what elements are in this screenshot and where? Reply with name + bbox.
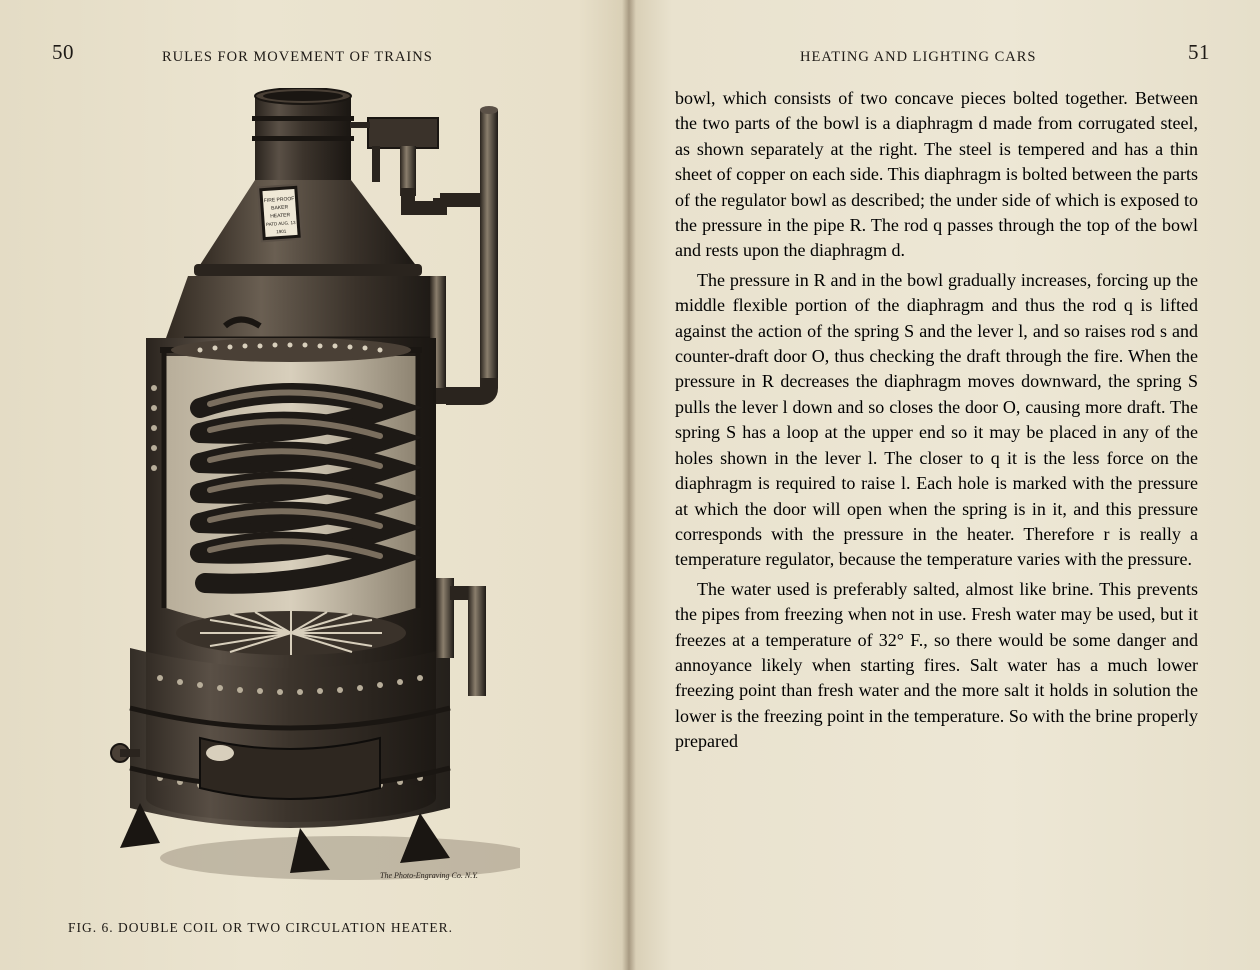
conical-hood [198,180,418,268]
running-head-left: RULES FOR MOVEMENT OF TRAINS [162,49,433,65]
outer-casing [130,648,450,828]
page-number-left: 50 [52,40,74,64]
paragraph-1: bowl, which consists of two concave pieces bolted together. Between the two parts of the bowl is a diaphragm d made from corrugated steel, as shown separately at the right. The steel is tempered and has a thin sheet of copper on each side. This diaphragm is bolted between the parts of the regulator bowl as described; the under side of which is exposed to the pressure in the pipe R. The rod q passes through the top of the bowl and rests upon the diaphragm d. [675,88,1198,261]
engraver-signature: The Photo-Engraving Co. N.Y. [380,871,478,880]
regulator-assembly [350,118,440,208]
plate-line-1: FIRE PROOF [263,195,295,205]
fire-grate [176,611,406,655]
figure-caption: FIG. 6. DOUBLE COIL OR TWO CIRCULATION HEATER. [68,920,453,935]
plate-line-4: PATD AUG. 13 [265,219,296,228]
heating-coils [200,392,390,583]
paragraph-3: The water used is preferably salted, almost like brine. This prevents the pipes from freezing when not in use. Fresh water may be used, but it freezes at a temperature of 32° F., so there would be some danger and annoyance likely when starting fires. Salt water has a much lower freezing point than fresh water and the more salt it holds in solution the lower is the freezing point in the temperature. So with the brine properly prepared [675,578,1198,752]
running-head-right: HEATING AND LIGHTING CARS [800,49,1037,65]
heater-illustration [100,88,520,896]
left-page [0,0,628,970]
riser-pipe [480,110,498,380]
name-plate [258,185,302,242]
body-text [675,86,1198,759]
paragraph-2: The pressure in R and in the bowl gradually increases, forcing up the middle flexible portion of the diaphragm and thus the rod q is lifted against the action of the spring S and the lever l, and so raises rod s and counter-draft door O, thus checking the draft through the fire. When the pressure in R decreases the diaphragm moves downward, the spring S pulls the lever l down and so closes the door O, causing more draft. The spring S has a loop at the upper end so it may be placed in any of the holes shown in the lever l. The closer to q it is the less force on the diaphragm is required to raise l. Each hole is marked with the pressure at which the door will open when the spring is in it, and this pressure corresponds with the pressure in the heater. Therefore r is really a temperature regulator, because the temperature varies with the pressure. [675,269,1198,570]
plate-line-5: 1901 [276,228,287,235]
plate-line-3: HEATER [270,212,291,220]
page-number-right: 51 [1188,40,1210,64]
plate-line-2: BAKER [270,204,289,212]
